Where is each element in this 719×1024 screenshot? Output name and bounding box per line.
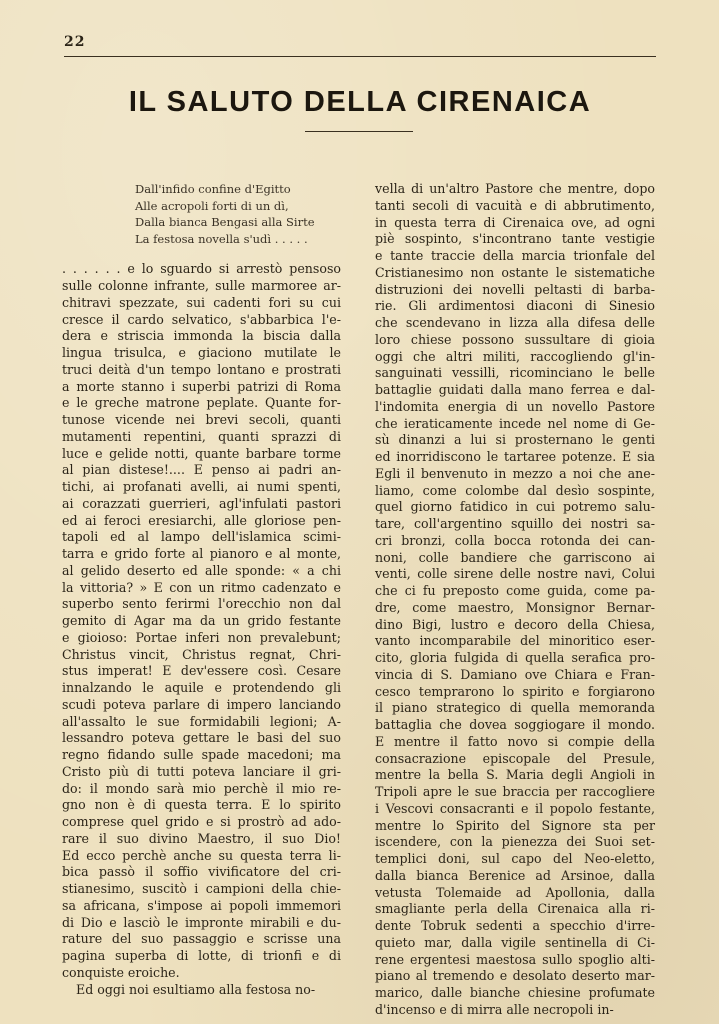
text-line: stianesimo, suscitò i campioni della chie- [62,881,341,897]
text-line: . . . . . . e lo sguardo si arrestò pensoso [62,261,341,277]
right-column [375,181,655,1019]
text-line: ed inorridiscono le tartaree potenze. E sia [375,449,655,464]
text-line: Cristo più di tutti poteva lanciare il gri- [62,763,341,779]
text-line: dino Bigi, lustro e decoro della Chiesa, [375,616,655,632]
text-line: il piano strategico di quella memoranda [375,700,655,716]
text-line: cito, gloria fulgida di quella serafica pro- [375,650,655,665]
text-line: rare il suo divino Maestro, il suo Dio! [62,830,341,846]
text-line: stus imperat! E dev'essere così. Cesare [62,663,341,679]
text-line: tanti secoli di vacuità e di abbrutimento, [375,197,655,213]
text-line: gemito di Agar ma da un grido festante [62,613,341,629]
text-line: dera e striscia immonda la biscia dalla [62,328,341,344]
text-line: tichi, ai profanati avelli, ai numi spenti, [62,479,341,495]
text-line: tapoli ed al lampo dell'islamica scimi- [62,529,341,545]
text-line: liamo, come colombe dal desìo sospinte, [375,482,655,498]
text-line: bica passò il soffio vivificatore del cri- [62,864,341,880]
verse-line: Dall'infido confine d'Egitto [135,182,291,196]
text-line: marico, dalle bianche chiesine profumate [375,985,655,1000]
header-rule [64,56,656,57]
text-line: mentre lo Spirito del Signore sta per [375,817,655,833]
text-line: do: il mondo sarà mio perchè il mio re- [62,780,341,796]
text-line: e gioioso: Portae inferi non prevalebunt; [62,629,341,645]
text-line: noni, colle bandiere che garriscono ai [375,549,655,565]
text-line: sù dinanzi a lui si prosternano le genti [375,432,655,448]
text-line: Egli il benvenuto in mezzo a noi che ane- [375,465,655,481]
text-line: Tripoli apre le sue braccia per raccogliere [375,784,655,799]
opening-verse [135,181,341,247]
text-line: tare, coll'argentino squillo dei nostri sa- [375,516,655,531]
text-line: battaglie guidati dalla mano ferrea e dal- [375,382,655,397]
text-line: battaglia che dovea soggiogare il mondo. [375,717,655,732]
text-line: Ed oggi noi esultiamo alla festosa no- [76,981,316,997]
text-line: di Dio e lasciò le impronte mirabili e du- [62,914,341,930]
text-line: in questa terra di Cirenaica ove, ad ogni [375,214,655,230]
text-line: l'indomita energia di un novello Pastore [375,398,655,414]
text-line: rature del suo passaggio e scrisse una [62,931,341,947]
text-line: sulle colonne infrante, sulle marmoree ar- [62,278,341,294]
text-line: comprese quel grido e si prostrò ad ado- [62,814,341,830]
left-column [62,181,341,998]
text-line: Ed ecco perchè anche su questa terra li- [62,847,341,863]
text-line: iscendere, con la pienezza dei Suoi set- [375,834,655,850]
text-line: chitravi spezzate, sui cadenti fori su cui [62,294,341,310]
text-line: pagina superba di lotte, di trionfi e di [62,948,341,964]
title-divider [305,131,413,132]
text-line: ai corazzati guerrieri, agl'infulati pastori [62,495,341,511]
text-line: dre, come maestro, Monsignor Bernar- [375,599,655,615]
text-line: vanto incomparabile del minoritico eser- [375,633,655,649]
text-line: che ieraticamente incede nel nome di Ge- [375,415,655,431]
text-line: cri bronzi, colla bocca rotonda dei can- [375,532,655,548]
text-line: conquiste eroiche. [62,964,180,980]
text-line: d'incenso e di mirra alle necropoli in- [375,1001,614,1017]
text-line: templici doni, sul capo del Neo-eletto, [375,851,655,866]
text-line: a morte stanno i superbi patrizi di Roma [62,378,341,394]
text-line: luce e gelide notti, quante barbare torme [62,445,341,461]
text-line: vella di un'altro Pastore che mentre, dopo [375,181,655,196]
text-line: rie. Gli ardimentosi diaconi di Sinesio [375,298,655,314]
text-line: cresce il cardo selvatico, s'abbarbica l'e- [62,311,341,327]
text-line: regno fidando sulle spade macedoni; ma [62,747,341,763]
text-line: quel giorno fatidico in cui potremo salu- [375,499,655,515]
verse-line: Dalla bianca Bengasi alla Sirte [135,215,315,230]
text-line: mutamenti repentini, quanti sprazzi di [62,428,341,444]
text-line: all'assalto le sue formidabili legioni; A- [62,713,341,729]
text-line: piano al tremendo e desolato deserto mar- [375,968,655,984]
text-line: venti, colle sirene delle nostre navi, Colui [375,566,655,582]
text-line: cesco temprarono lo spirito e forgiarono [375,683,655,699]
text-line: consacrazione episcopale del Presule, [375,750,655,766]
text-line: al pian distese!.... E penso ai padri an- [62,462,341,478]
text-line: piè sospinto, s'incontrano tante vestigie [375,231,655,247]
text-line: dente Tobruk sedenti a specchio d'irre- [375,918,655,933]
text-line: mentre la bella S. Maria degli Angioli in [375,767,655,783]
verse-line: La festosa novella s'udì . . . . . [135,231,308,246]
text-line: E mentre il fatto novo si compie della [375,733,655,749]
text-line: che scendevano in lizza alla difesa delle [375,315,655,330]
text-line: superbo sento ferirmi l'orecchio non dal [62,596,341,612]
text-line: vincia di S. Damiano ove Chiara e Fran- [375,666,655,682]
text-line: sa africana, s'impose ai popoli immemori [62,897,341,913]
text-line: la vittoria? » E con un ritmo cadenzato e [62,579,341,595]
text-line: distruzioni dei novelli peltasti di barba- [375,281,655,297]
right-column-text [375,181,655,1019]
text-line: innalzando le aquile e protendendo gli [62,680,341,696]
text-line: tunose vicende nei brevi secoli, quanti [62,412,341,428]
text-line: loro chiese possono sussultare di gioia [375,331,655,347]
text-line: Cristianesimo non ostante le sistematiche [375,264,655,280]
text-line: scudi poteva parlare di impero lanciando [62,696,341,712]
text-line: dalla bianca Berenice ad Arsinoe, dalla [375,867,655,883]
text-line: i Vescovi consacranti e il popolo festante, [375,800,655,816]
text-line: ed ai feroci eresiarchi, alle gloriose pen- [62,512,341,528]
text-line: e le greche matrone peplate. Quante for- [62,395,341,411]
text-line: che ci fu preposto come guida, come pa- [375,583,655,598]
text-line: lingua trisulca, e giaciono mutilate le [62,345,341,361]
article-title: IL SALUTO DELLA CIRENAICA [128,86,592,118]
text-line: e tante traccie della marcia trionfale del [375,248,655,263]
verse-line: Alle acropoli forti di un dì, [135,198,289,213]
text-line: smagliante perla della Cirenaica alla ri- [375,901,655,917]
text-line: Christus vincit, Christus regnat, Chri- [62,646,341,662]
text-line: truci deità d'un tempo lontano e prostrati [62,361,341,377]
text-line: oggi che altri militi, raccogliendo gl'in- [375,348,655,364]
page-number: 22 [64,34,86,50]
text-line: vetusta Tolemaide ad Apollonia, dalla [375,884,655,900]
text-line: quieto mar, dalla vigile sentinella di Ci- [375,934,655,950]
left-column-text [62,261,341,998]
text-line: gno non è di questa terra. E lo spirito [62,797,341,813]
text-line: sanguinati vessilli, ricominciano le belle [375,365,655,381]
text-line: al gelido deserto ed alle sponde: « a chi [62,562,341,578]
text-line: lessandro poteva gettare le basi del suo [62,730,341,746]
text-line: tarra e grido forte al pianoro e al monte, [62,546,341,562]
text-line: rene ergentesi maestosa sullo spoglio alti- [375,951,655,967]
